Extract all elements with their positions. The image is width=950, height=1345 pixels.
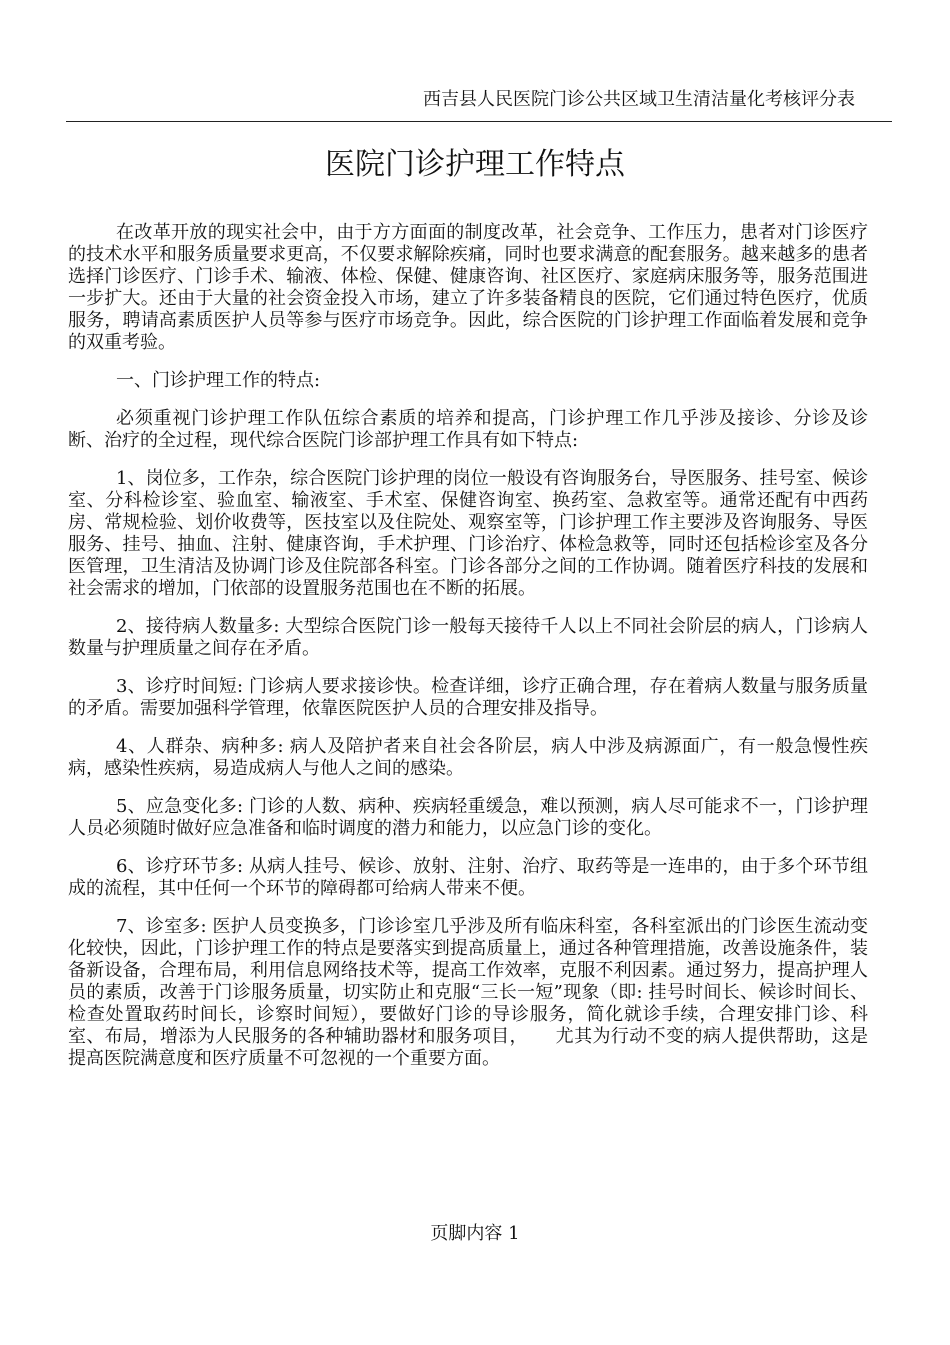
point-3-paragraph: 3、诊疗时间短: 门诊病人要求接诊快。检查详细，诊疗正确合理，存在着病人数量与服务质量的矛盾。需要加强科学管理，依靠医院医护人员的合理安排及指导。	[68, 676, 868, 719]
header-divider	[66, 121, 892, 122]
point-2-paragraph: 2、接待病人数量多: 大型综合医院门诊一般每天接待千人以上不同社会阶层的病人，门诊病人数量与护理质量之间存在矛盾。	[68, 616, 868, 659]
intro-paragraph: 在改革开放的现实社会中，由于方方面面的制度改革，社会竞争、工作压力，患者对门诊医疗的技术水平和服务质量要求更高，不仅要求解除疾痛，同时也要求满意的配套服务。越来越多的患者选择门诊医疗、门诊手术、输液、体检、保健、健康咨询、社区医疗、家庭病床服务等，服务范围进一步扩大。还由于大量的社会资金投入市场，建立了许多装备精良的医院，它们通过特色医疗，优质服务，聘请高素质医护人员等参与医疗市场竞争。因此，综合医院的门诊护理工作面临着发展和竞争的双重考验。	[68, 222, 868, 353]
document-title: 医院门诊护理工作特点	[325, 147, 625, 182]
section-intro-paragraph: 必须重视门诊护理工作队伍综合素质的培养和提高，门诊护理工作几乎涉及接诊、分诊及诊断、治疗的全过程，现代综合医院门诊部护理工作具有如下特点:	[68, 408, 868, 451]
section-heading: 一、门诊护理工作的特点:	[116, 370, 321, 391]
page-footer: 页脚内容 1	[430, 1223, 520, 1244]
point-7-paragraph: 7、诊室多: 医护人员变换多，门诊诊室几乎涉及所有临床科室，各科室派出的门诊医生流动变化较快，因此，门诊护理工作的特点是要落实到提高质量上，通过各种管理措施，改善设施条件，装备新设备，合理布局，利用信息网络技术等，提高工作效率，克服不利因素。通过努力，提高护理人员的素质，改善于门诊服务质量，切实防止和克服“三长一短”现象（即: 挂号时间长、候诊时间长、检查处置取药时间长，诊察时间短），要做好门诊的导诊服务，简化就诊手续，合理安排门诊、科室、布局，增添为人民服务的各种辅助器材和服务项目， 尤其为行动不变的病人提供帮助，这是提高医院满意度和医疗质量不可忽视的一个重要方面。	[68, 916, 868, 1069]
document-body	[68, 222, 868, 1086]
running-header-title: 西吉县人民医院门诊公共区域卫生清洁量化考核评分表	[423, 89, 855, 110]
point-4-paragraph: 4、人群杂、病种多: 病人及陪护者来自社会各阶层，病人中涉及病源面广，有一般急慢性疾病，感染性疾病，易造成病人与他人之间的感染。	[68, 736, 868, 779]
point-5-paragraph: 5、应急变化多: 门诊的人数、病种、疾病轻重缓急，难以预测，病人尽可能求不一，门诊护理人员必须随时做好应急准备和临时调度的潜力和能力，以应急门诊的变化。	[68, 796, 868, 839]
point-6-paragraph: 6、诊疗环节多: 从病人挂号、候诊、放射、注射、治疗、取药等是一连串的，由于多个环节组成的流程，其中任何一个环节的障碍都可给病人带来不便。	[68, 856, 868, 899]
point-1-paragraph: 1、岗位多，工作杂，综合医院门诊护理的岗位一般设有咨询服务台，导医服务、挂号室、候诊室、分科检诊室、验血室、输液室、手术室、保健咨询室、换药室、急救室等。通常还配有中西药房、常规检验、划价收费等，医技室以及住院处、观察室等，门诊护理工作主要涉及咨询服务、导医服务、挂号、抽血、注射、健康咨询，手术护理、门诊治疗、体检急救等，同时还包括检诊室及各分医管理，卫生清洁及协调门诊及住院部各科室。门诊各部分之间的工作协调。随着医疗科技的发展和社会需求的增加，门依部的设置服务范围也在不断的拓展。	[68, 468, 868, 599]
